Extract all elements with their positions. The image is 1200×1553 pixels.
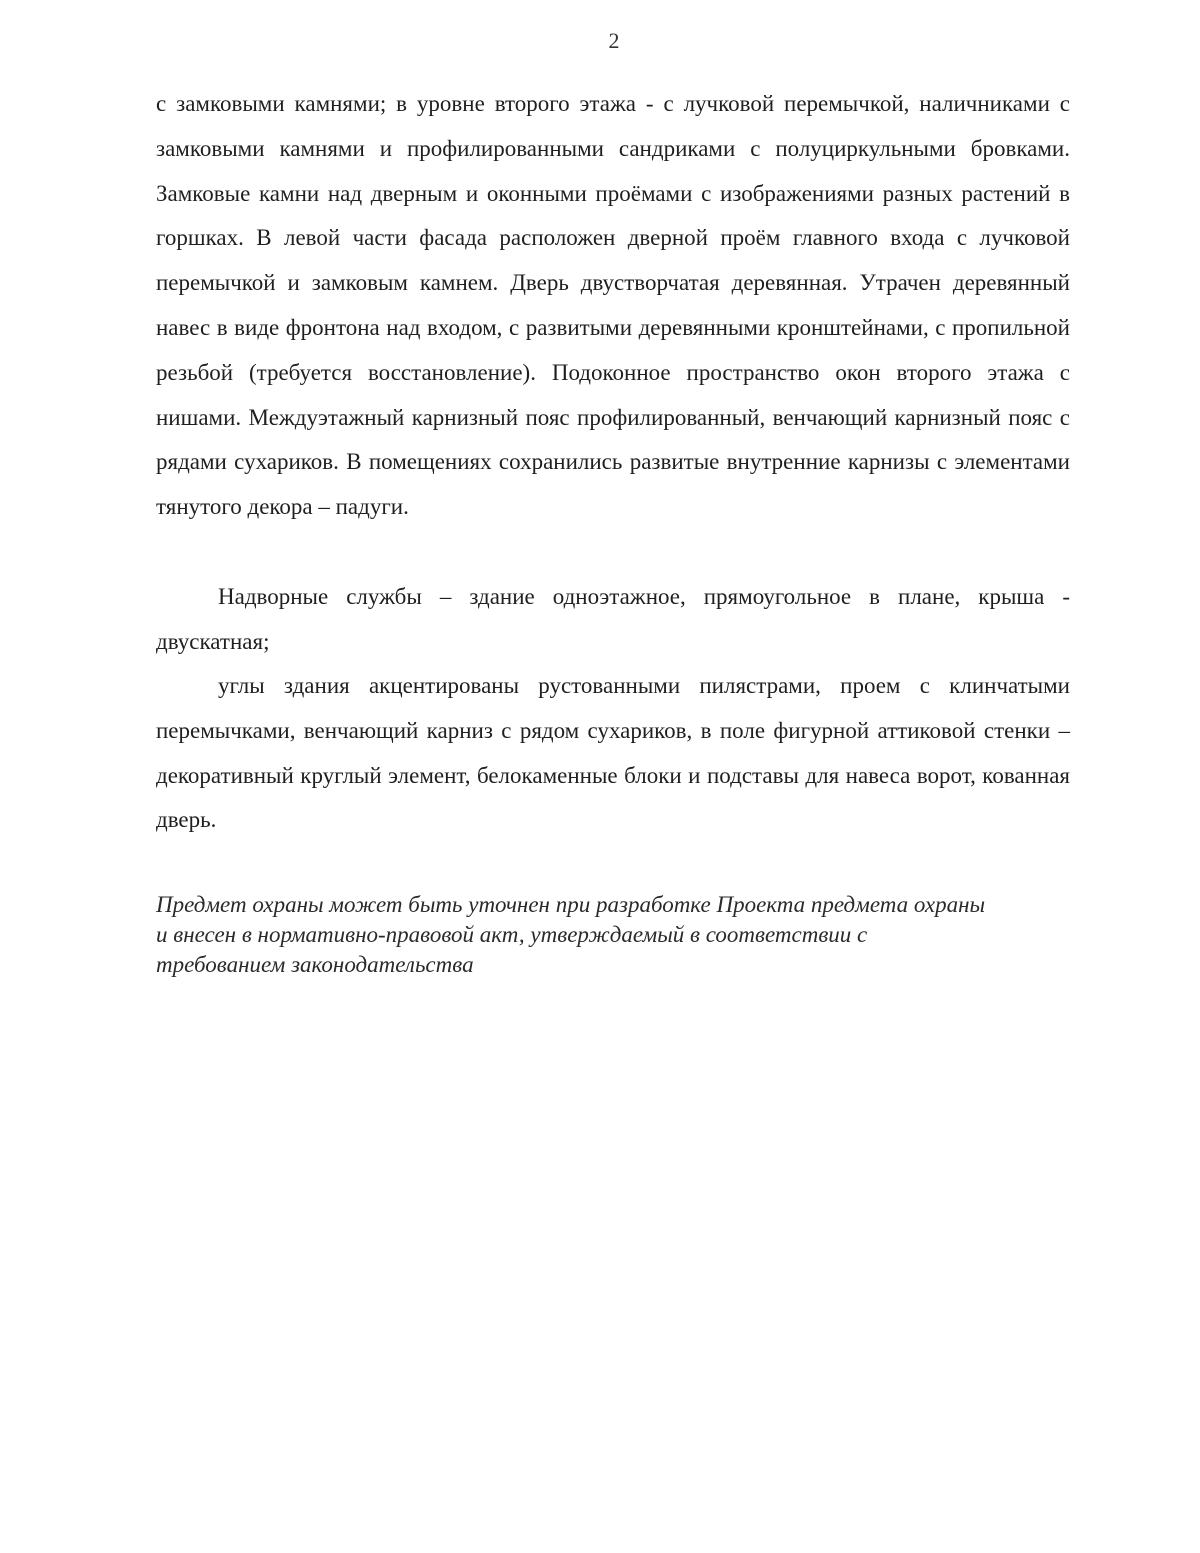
paragraph-outbuildings-details: углы здания акцентированы рустованными пилястрами, проем с клинчатыми перемычками, венчающий карниз с рядом сухариков, в поле фигурной аттиковой стенки – декоративный круглый элемент, белокаменные блоки и подставы для навеса ворот, кованная дверь. [156, 673, 1070, 833]
paragraph-facade-description: с замковыми камнями; в уровне второго этажа - с лучковой перемычкой, наличниками с замковыми камнями и профилированными сандриками с полуциркульными бровками. Замковые камни над дверным и оконными проёмами с изображениями разных растений в горшках. В левой части фасада расположен дверной проём главного входа с лучковой перемычкой и замковым камнем. Дверь двустворчатая деревянная. Утрачен деревянный навес в виде фронтона над входом, с развитыми деревянными кронштейнами, с пропильной резьбой (требуется восстановление). Подоконное пространство окон второго этажа с нишами. Междуэтажный карнизный пояс профилированный, венчающий карнизный пояс с рядами сухариков. В помещениях сохранились развитые внутренние карнизы с элементами тянутого декора – падуги. [156, 91, 1070, 520]
page-number: 2 [608, 28, 620, 53]
protection-note [156, 890, 1096, 980]
note-line: и внесен в нормативно-правовой акт, утверждаемый в соответствии с [156, 922, 868, 947]
note-line: Предмет охраны может быть уточнен при разработке Проекта предмета охраны [156, 892, 986, 917]
paragraph-outbuildings: Надворные службы – здание одноэтажное, прямоугольное в плане, крыша - двускатная; [156, 584, 1070, 654]
note-line: требованием законодательства [156, 952, 474, 977]
